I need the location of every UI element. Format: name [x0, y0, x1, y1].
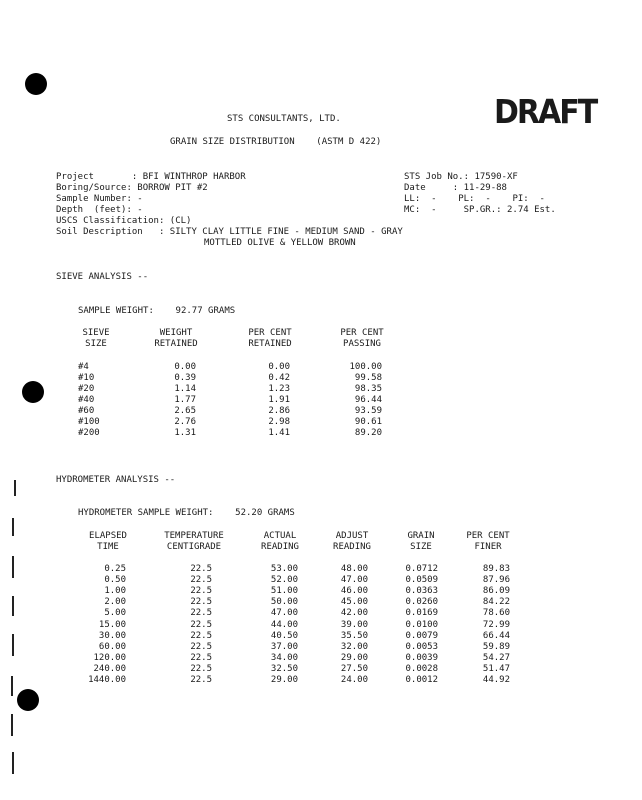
info-row-uscs: USCS Classification: (CL) — [56, 216, 192, 226]
hydrometer-cell-grain-size: 0.0363 — [405, 586, 438, 597]
sieve-cell-weight-retained: 0.39 — [174, 373, 196, 383]
hydrometer-cell-percent-finer: 51.47 — [482, 663, 510, 674]
hydrometer-cell-adjust-reading: 39.00 — [340, 619, 368, 630]
hydrometer-cell-percent-finer: 72.99 — [482, 619, 510, 630]
hydrometer-header-percent-finer: PER CENT FINER — [466, 531, 510, 552]
info-row-depth: Depth (feet): - — [56, 205, 143, 215]
company-name: STS CONSULTANTS, LTD. — [227, 114, 341, 124]
hydrometer-cell-temperature: 22.5 — [190, 586, 212, 597]
hydrometer-cell-actual-reading: 37.00 — [270, 641, 298, 652]
hydrometer-cell-percent-finer: 59.89 — [482, 641, 510, 652]
sieve-cell-size: #10 — [78, 373, 95, 383]
sieve-section-title: SIEVE ANALYSIS -- — [56, 272, 149, 282]
hydrometer-cell-grain-size: 0.0039 — [405, 652, 438, 663]
hydrometer-cell-temperature: 22.5 — [190, 564, 212, 574]
hydrometer-header-adjust-reading: ADJUST READING — [333, 531, 371, 552]
hydrometer-cell-adjust-reading: 32.00 — [340, 641, 368, 652]
sieve-cell-size: #4 — [78, 362, 89, 372]
hydrometer-cell-temperature: 22.5 — [190, 608, 212, 619]
sieve-cell-weight-retained: 1.77 — [174, 395, 196, 405]
hydrometer-cell-elapsed-time: 2.00 — [104, 597, 126, 608]
sieve-cell-weight-retained: 2.76 — [174, 417, 196, 427]
sieve-cell-percent-passing: 96.44 — [354, 395, 382, 405]
hydrometer-cell-elapsed-time: 120.00 — [93, 652, 126, 663]
hydrometer-cell-grain-size: 0.0053 — [405, 641, 438, 652]
hydrometer-cell-percent-finer: 86.09 — [482, 586, 510, 597]
hydrometer-cell-temperature: 22.5 — [190, 597, 212, 608]
sieve-cell-percent-passing: 89.20 — [354, 428, 382, 438]
scan-mark — [12, 556, 14, 578]
sieve-cell-size: #40 — [78, 395, 95, 405]
hydrometer-cell-temperature: 22.5 — [190, 575, 212, 586]
sieve-cell-weight-retained: 1.14 — [174, 384, 196, 394]
hydrometer-cell-percent-finer: 44.92 — [482, 675, 510, 685]
hydrometer-cell-grain-size: 0.0100 — [405, 619, 438, 630]
hydrometer-cell-actual-reading: 44.00 — [270, 619, 298, 630]
sieve-cell-size: #200 — [78, 428, 100, 438]
hydrometer-sample-weight: HYDROMETER SAMPLE WEIGHT: 52.20 GRAMS — [78, 508, 295, 518]
hydrometer-cell-actual-reading: 32.50 — [270, 663, 298, 674]
info-row-boring: Boring/Source: BORROW PIT #2 — [56, 183, 208, 193]
sieve-header-percent-retained: PER CENT RETAINED — [248, 328, 292, 349]
hydrometer-cell-adjust-reading: 46.00 — [340, 586, 368, 597]
hydrometer-cell-temperature: 22.5 — [190, 675, 212, 685]
info-row-soil: Soil Description : SILTY CLAY LITTLE FINE - MEDIUM SAND - GRAY — [56, 227, 403, 237]
hydrometer-header-elapsed-time: ELAPSED TIME — [89, 531, 127, 552]
hydrometer-cell-actual-reading: 47.00 — [270, 608, 298, 619]
hydrometer-cell-elapsed-time: 1.00 — [104, 586, 126, 597]
hydrometer-cell-percent-finer: 66.44 — [482, 630, 510, 641]
hydrometer-header-actual-reading: ACTUAL READING — [261, 531, 299, 552]
sieve-cell-percent-retained: 2.86 — [268, 406, 290, 416]
punch-hole-top — [25, 73, 47, 95]
sieve-cell-weight-retained: 2.65 — [174, 406, 196, 416]
atterberg-limits: LL: - PL: - PI: - — [404, 194, 545, 204]
sieve-cell-percent-passing: 90.61 — [354, 417, 382, 427]
sieve-header-size: SIEVE SIZE — [82, 328, 110, 349]
hydrometer-cell-percent-finer: 54.27 — [482, 652, 510, 663]
sieve-cell-percent-retained: 1.91 — [268, 395, 290, 405]
hydrometer-cell-actual-reading: 34.00 — [270, 652, 298, 663]
hydrometer-cell-temperature: 22.5 — [190, 641, 212, 652]
hydrometer-cell-percent-finer: 78.60 — [482, 608, 510, 619]
hydrometer-cell-elapsed-time: 0.25 — [104, 564, 126, 574]
hydrometer-cell-percent-finer: 87.96 — [482, 575, 510, 586]
hydrometer-cell-actual-reading: 53.00 — [270, 564, 298, 574]
hydrometer-cell-grain-size: 0.0260 — [405, 597, 438, 608]
hydrometer-cell-adjust-reading: 45.00 — [340, 597, 368, 608]
hydrometer-cell-temperature: 22.5 — [190, 630, 212, 641]
sieve-cell-percent-retained: 0.00 — [268, 362, 290, 372]
hydrometer-cell-elapsed-time: 30.00 — [98, 630, 126, 641]
hydrometer-cell-elapsed-time: 5.00 — [104, 608, 126, 619]
sieve-cell-weight-retained: 1.31 — [174, 428, 196, 438]
hydrometer-cell-percent-finer: 89.83 — [482, 564, 510, 574]
hydrometer-cell-elapsed-time: 60.00 — [98, 641, 126, 652]
hydrometer-cell-adjust-reading: 24.00 — [340, 675, 368, 685]
sieve-cell-size: #100 — [78, 417, 100, 427]
hydrometer-cell-percent-finer: 84.22 — [482, 597, 510, 608]
punch-hole-middle — [22, 381, 44, 403]
scan-mark — [14, 480, 16, 496]
hydrometer-header-temperature: TEMPERATURE CENTIGRADE — [164, 531, 224, 552]
hydrometer-cell-elapsed-time: 1440.00 — [88, 675, 126, 685]
sieve-cell-percent-passing: 93.59 — [354, 406, 382, 416]
punch-hole-bottom — [17, 689, 39, 711]
hydrometer-cell-grain-size: 0.0712 — [405, 564, 438, 574]
hydrometer-cell-actual-reading: 51.00 — [270, 586, 298, 597]
draft-stamp: DRAFT — [494, 93, 597, 132]
hydrometer-cell-adjust-reading: 47.00 — [340, 575, 368, 586]
document-title: GRAIN SIZE DISTRIBUTION (ASTM D 422) — [170, 137, 382, 147]
hydrometer-cell-adjust-reading: 27.50 — [340, 663, 368, 674]
hydrometer-cell-actual-reading: 50.00 — [270, 597, 298, 608]
moisture-specific-gravity: MC: - SP.GR.: 2.74 Est. — [404, 205, 556, 215]
hydrometer-cell-elapsed-time: 0.50 — [104, 575, 126, 586]
hydrometer-cell-grain-size: 0.0012 — [405, 675, 438, 685]
hydrometer-cell-grain-size: 0.0509 — [405, 575, 438, 586]
hydrometer-cell-elapsed-time: 15.00 — [98, 619, 126, 630]
hydrometer-cell-temperature: 22.5 — [190, 652, 212, 663]
sieve-cell-percent-passing: 98.35 — [354, 384, 382, 394]
hydrometer-cell-adjust-reading: 48.00 — [340, 564, 368, 574]
hydrometer-cell-grain-size: 0.0169 — [405, 608, 438, 619]
scan-mark — [12, 596, 14, 616]
scan-mark — [12, 518, 14, 536]
hydrometer-cell-grain-size: 0.0079 — [405, 630, 438, 641]
sieve-cell-percent-retained: 1.23 — [268, 384, 290, 394]
hydrometer-cell-temperature: 22.5 — [190, 619, 212, 630]
job-number: STS Job No.: 17590-XF — [404, 172, 518, 182]
sieve-cell-percent-passing: 100.00 — [349, 362, 382, 372]
sieve-cell-percent-retained: 0.42 — [268, 373, 290, 383]
scan-mark — [12, 634, 14, 656]
hydrometer-header-grain-size: GRAIN SIZE — [407, 531, 435, 552]
hydrometer-cell-adjust-reading: 29.00 — [340, 652, 368, 663]
sieve-cell-size: #60 — [78, 406, 95, 416]
info-row-sample: Sample Number: - — [56, 194, 143, 204]
info-row-project: Project : BFI WINTHROP HARBOR — [56, 172, 246, 182]
sieve-cell-percent-retained: 1.41 — [268, 428, 290, 438]
sieve-cell-weight-retained: 0.00 — [174, 362, 196, 372]
scan-mark — [11, 714, 13, 736]
hydrometer-cell-actual-reading: 40.50 — [270, 630, 298, 641]
hydrometer-cell-adjust-reading: 42.00 — [340, 608, 368, 619]
hydrometer-cell-elapsed-time: 240.00 — [93, 663, 126, 674]
hydrometer-section-title: HYDROMETER ANALYSIS -- — [56, 475, 176, 485]
sieve-header-percent-passing: PER CENT PASSING — [340, 328, 384, 349]
hydrometer-cell-actual-reading: 52.00 — [270, 575, 298, 586]
hydrometer-cell-actual-reading: 29.00 — [270, 675, 298, 685]
hydrometer-cell-adjust-reading: 35.50 — [340, 630, 368, 641]
hydrometer-cell-temperature: 22.5 — [190, 663, 212, 674]
sieve-cell-percent-passing: 99.58 — [354, 373, 382, 383]
soil-description-continued: MOTTLED OLIVE & YELLOW BROWN — [204, 238, 356, 248]
sieve-cell-size: #20 — [78, 384, 95, 394]
sieve-cell-percent-retained: 2.98 — [268, 417, 290, 427]
hydrometer-cell-grain-size: 0.0028 — [405, 663, 438, 674]
sieve-sample-weight: SAMPLE WEIGHT: 92.77 GRAMS — [78, 306, 236, 316]
sieve-header-weight-retained: WEIGHT RETAINED — [154, 328, 198, 349]
scan-mark — [12, 752, 14, 774]
scan-mark — [11, 676, 13, 696]
test-date: Date : 11-29-88 — [404, 183, 507, 193]
